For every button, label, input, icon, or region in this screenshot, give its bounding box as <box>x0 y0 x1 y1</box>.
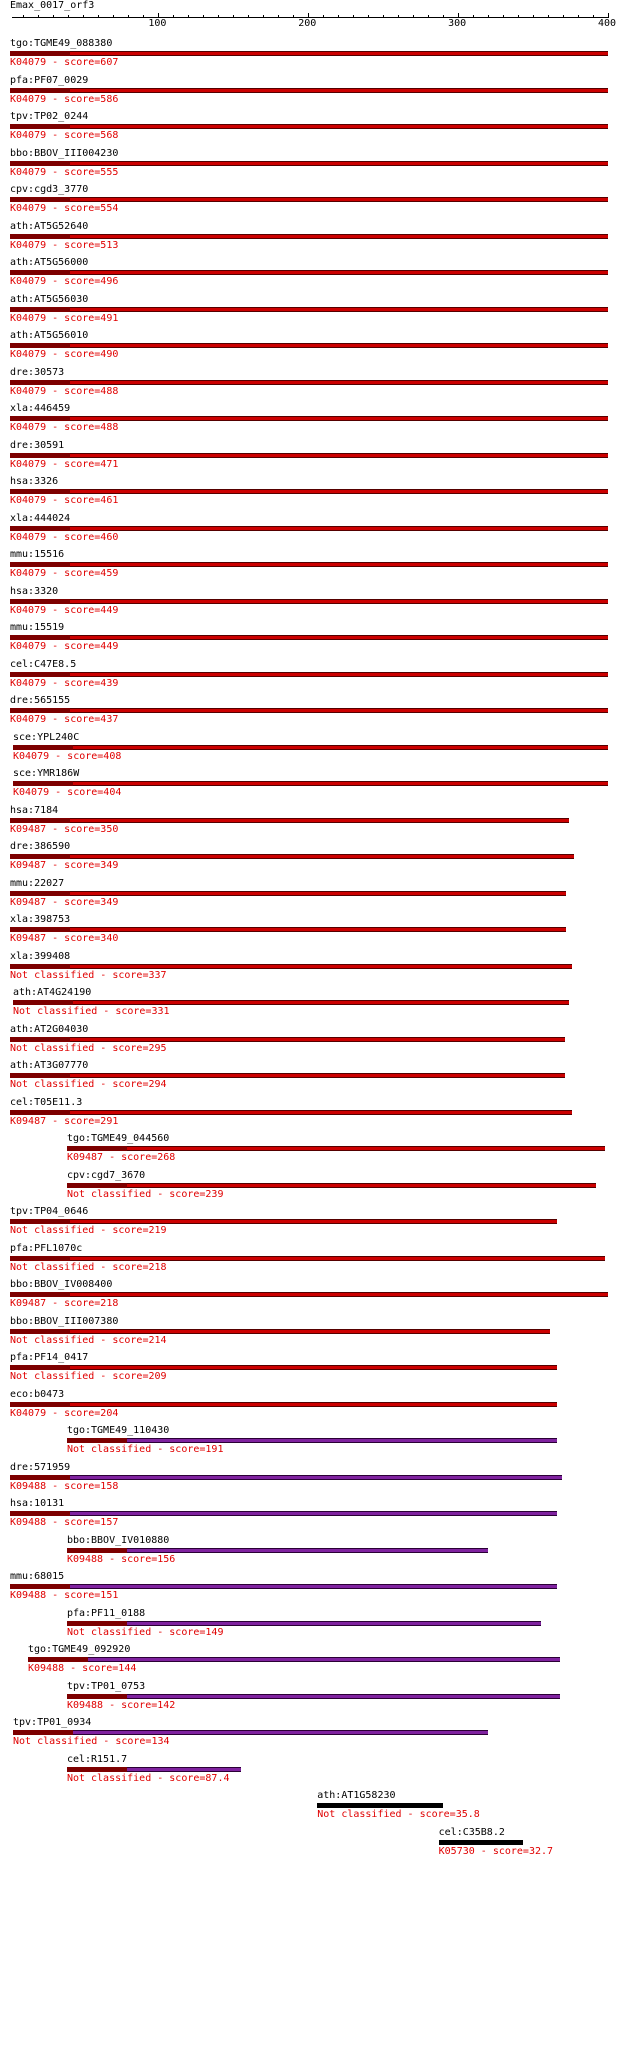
hit-name[interactable]: bbo:BBOV_IV008400 <box>10 1279 113 1290</box>
hit-name[interactable]: tpv:TP02_0244 <box>10 111 89 122</box>
axis-tick <box>473 15 474 18</box>
hit-alignment-bar[interactable] <box>28 1657 560 1662</box>
hit-leading-segment <box>67 1146 127 1151</box>
hit-alignment-bar[interactable] <box>10 927 566 932</box>
hit-name[interactable]: dre:30591 <box>10 439 65 451</box>
hit-leading-segment <box>10 818 70 823</box>
hit-alignment-bar[interactable] <box>13 1730 488 1735</box>
hit-alignment-bar[interactable] <box>67 1146 605 1151</box>
axis-tick <box>23 15 24 18</box>
hit-alignment-bar[interactable] <box>10 1037 565 1042</box>
hit-name[interactable]: mmu:22027 <box>10 877 65 889</box>
hit-leading-segment <box>10 416 70 421</box>
hit-leading-segment <box>10 1402 70 1407</box>
hit-name[interactable]: hsa:3326 <box>10 476 59 487</box>
hit-classification[interactable]: K04079 - score=404 <box>12 787 122 798</box>
hit-alignment-bar[interactable] <box>10 964 572 969</box>
axis-tick <box>413 15 414 18</box>
hit-name[interactable]: bbo:BBOV_IV010880 <box>66 1534 170 1546</box>
hit-classification[interactable]: K05730 - score=32.7 <box>438 1845 554 1857</box>
hit-alignment-bar[interactable] <box>317 1803 443 1808</box>
hit-leading-segment <box>67 1548 127 1553</box>
hit-classification[interactable]: K04079 - score=459 <box>10 568 119 579</box>
hit-leading-segment <box>13 1000 73 1005</box>
hit-leading-segment <box>10 489 70 494</box>
hit-classification[interactable]: K09487 - score=349 <box>10 860 119 871</box>
hit-classification[interactable]: K04079 - score=568 <box>10 130 119 141</box>
hit-classification[interactable]: Not classified - score=219 <box>10 1225 167 1236</box>
axis-tick-label: 200 <box>298 18 317 29</box>
hit-alignment-bar[interactable] <box>10 380 608 385</box>
hit-name[interactable]: ath:AT1G58230 <box>317 1790 396 1801</box>
hit-alignment-bar[interactable] <box>13 781 608 786</box>
hit-classification[interactable]: K04079 - score=555 <box>10 166 119 178</box>
hit-name[interactable]: tgo:TGME49_088380 <box>10 38 113 49</box>
hit-classification[interactable]: K04079 - score=439 <box>10 677 119 689</box>
hit-name[interactable]: bbo:BBOV_III007380 <box>10 1315 119 1327</box>
hit-name[interactable]: cel:C35B8.2 <box>438 1826 505 1838</box>
hit-classification[interactable]: Not classified - score=134 <box>12 1736 170 1747</box>
axis-tick <box>203 15 204 18</box>
axis-tick <box>533 15 534 18</box>
hit-alignment-bar[interactable] <box>10 307 608 312</box>
hit-alignment-bar[interactable] <box>10 599 608 604</box>
hit-alignment-bar[interactable] <box>10 635 608 640</box>
hit-leading-segment <box>10 1073 70 1078</box>
hit-alignment-bar[interactable] <box>10 1329 550 1334</box>
hit-leading-segment <box>10 343 70 348</box>
hit-leading-segment <box>13 1730 73 1735</box>
hit-classification[interactable]: K04079 - score=437 <box>10 714 119 725</box>
axis-tick <box>188 15 189 18</box>
hit-name[interactable]: ath:AT3G07770 <box>10 1060 89 1071</box>
hit-leading-segment <box>10 1329 70 1334</box>
hit-leading-segment <box>10 854 70 859</box>
hit-name[interactable]: hsa:7184 <box>10 804 59 816</box>
hit-name[interactable]: pfa:PF14_0417 <box>10 1352 89 1363</box>
hit-leading-segment <box>10 562 70 567</box>
hit-alignment-bar[interactable] <box>67 1694 560 1699</box>
hit-classification[interactable]: K09487 - score=350 <box>10 823 119 835</box>
hit-name[interactable]: bbo:BBOV_III004230 <box>10 147 119 159</box>
hit-name[interactable]: tgo:TGME49_092920 <box>27 1644 131 1655</box>
hit-classification[interactable]: Not classified - score=149 <box>66 1626 224 1638</box>
hit-name[interactable]: pfa:PFL1070c <box>10 1242 83 1254</box>
hit-alignment-bar[interactable] <box>10 1219 557 1224</box>
hit-leading-segment <box>67 1767 127 1772</box>
hit-leading-segment <box>10 234 70 239</box>
hit-alignment-bar[interactable] <box>13 745 608 750</box>
hit-classification[interactable]: Not classified - score=294 <box>10 1079 167 1090</box>
hit-alignment-bar[interactable] <box>10 708 608 713</box>
hit-classification[interactable]: K09487 - score=218 <box>10 1298 119 1309</box>
hit-name[interactable]: ath:AT4G24190 <box>12 987 92 998</box>
hit-leading-segment <box>10 964 70 969</box>
hit-name[interactable]: xla:446459 <box>10 403 71 414</box>
hit-leading-segment <box>10 1292 70 1297</box>
hit-classification[interactable]: K09488 - score=142 <box>66 1699 176 1711</box>
hit-classification[interactable]: K04079 - score=496 <box>10 276 119 287</box>
query-title: Emax_0017_orf3 <box>10 0 95 11</box>
hit-name[interactable]: cpv:cgd7_3670 <box>66 1169 146 1181</box>
axis-tick <box>233 15 234 18</box>
hit-classification[interactable]: K04079 - score=554 <box>10 203 119 214</box>
hit-name[interactable]: mmu:68015 <box>10 1571 65 1582</box>
hit-alignment-bar[interactable] <box>10 1365 557 1370</box>
hit-classification[interactable]: K09487 - score=268 <box>66 1152 176 1163</box>
hit-name[interactable]: hsa:10131 <box>10 1498 65 1509</box>
hit-classification[interactable]: Not classified - score=239 <box>66 1188 224 1200</box>
axis-tick-label: 300 <box>448 18 467 29</box>
hit-alignment-bar[interactable] <box>10 526 608 531</box>
hit-classification[interactable]: K09488 - score=156 <box>66 1553 176 1565</box>
hit-alignment-bar[interactable] <box>10 416 608 421</box>
hit-alignment-bar[interactable] <box>13 1000 569 1005</box>
hit-leading-segment <box>13 781 73 786</box>
hit-alignment-bar[interactable] <box>10 1292 608 1297</box>
hit-leading-segment <box>10 197 70 202</box>
hit-alignment-bar[interactable] <box>10 1475 562 1480</box>
axis-tick <box>563 15 564 18</box>
axis-tick <box>143 15 144 18</box>
hit-name[interactable]: tgo:TGME49_044560 <box>66 1133 170 1144</box>
hit-classification[interactable]: K04079 - score=460 <box>10 531 119 543</box>
hit-name[interactable]: tgo:TGME49_110430 <box>66 1425 170 1436</box>
axis-tick <box>278 15 279 18</box>
hit-leading-segment <box>10 708 70 713</box>
hit-alignment-bar[interactable] <box>10 343 608 348</box>
hit-name[interactable]: dre:30573 <box>10 366 65 378</box>
hit-alignment-bar[interactable] <box>10 562 608 567</box>
axis-tick <box>488 15 489 18</box>
axis-tick <box>128 15 129 18</box>
axis-tick <box>323 15 324 18</box>
axis-tick <box>518 15 519 18</box>
hit-classification[interactable]: Not classified - score=209 <box>10 1371 167 1382</box>
axis-tick <box>218 15 219 18</box>
hit-name[interactable]: tpv:TP04_0646 <box>10 1206 89 1217</box>
hit-alignment-bar[interactable] <box>10 854 574 859</box>
hit-leading-segment <box>10 1110 70 1115</box>
hit-name[interactable]: pfa:PF11_0188 <box>66 1607 146 1619</box>
hit-alignment-bar[interactable] <box>10 453 608 458</box>
axis-tick <box>53 15 54 18</box>
hit-alignment-bar[interactable] <box>10 270 608 275</box>
hit-name[interactable]: ath:AT2G04030 <box>10 1023 89 1035</box>
hit-classification[interactable]: K09488 - score=158 <box>10 1480 119 1492</box>
hit-leading-segment <box>67 1183 127 1188</box>
axis-tick <box>248 15 249 18</box>
hit-leading-segment <box>10 453 70 458</box>
hit-name[interactable]: cel:C47E8.5 <box>10 658 77 670</box>
hit-leading-segment <box>10 307 70 312</box>
hit-name[interactable]: cel:T05E11.3 <box>10 1096 83 1108</box>
axis-tick-label: 400 <box>598 18 617 29</box>
hit-classification[interactable]: K04079 - score=461 <box>10 495 119 506</box>
hit-name[interactable]: tpv:TP01_0934 <box>12 1717 92 1728</box>
hit-leading-segment <box>67 1621 127 1626</box>
axis-tick <box>503 15 504 18</box>
axis-tick <box>83 15 84 18</box>
hit-alignment-bar[interactable] <box>67 1183 596 1188</box>
hit-alignment-bar[interactable] <box>10 234 608 239</box>
hit-name[interactable]: dre:571959 <box>10 1461 71 1473</box>
hit-leading-segment <box>10 1511 70 1516</box>
hit-classification[interactable]: K09488 - score=151 <box>10 1590 119 1601</box>
hit-classification[interactable]: Not classified - score=87.4 <box>66 1772 230 1784</box>
axis-tick <box>293 15 294 18</box>
hit-classification[interactable]: K09487 - score=340 <box>10 933 119 944</box>
hit-classification[interactable]: K09487 - score=291 <box>10 1115 119 1127</box>
hit-name[interactable]: mmu:15519 <box>10 622 65 633</box>
hit-classification[interactable]: K04079 - score=408 <box>12 750 122 762</box>
axis-tick <box>383 15 384 18</box>
hit-classification[interactable]: K04079 - score=490 <box>10 349 119 360</box>
axis-tick <box>68 15 69 18</box>
hit-name[interactable]: xla:399408 <box>10 950 71 962</box>
hit-alignment-bar[interactable] <box>67 1621 541 1626</box>
hit-leading-segment <box>67 1438 127 1443</box>
axis-tick <box>98 15 99 18</box>
hit-leading-segment <box>10 270 70 275</box>
hit-classification[interactable]: K04079 - score=513 <box>10 239 119 251</box>
hit-alignment-bar[interactable] <box>10 51 608 56</box>
hit-alignment-bar[interactable] <box>439 1840 523 1845</box>
hit-name[interactable]: sce:YPL240C <box>12 731 80 743</box>
hit-classification[interactable]: K09487 - score=349 <box>10 896 119 908</box>
hit-classification[interactable]: Not classified - score=191 <box>66 1444 224 1455</box>
hit-alignment-bar[interactable] <box>10 161 608 166</box>
hit-name[interactable]: pfa:PF07_0029 <box>10 74 89 86</box>
hit-name[interactable]: mmu:15516 <box>10 549 65 560</box>
hit-classification[interactable]: K04079 - score=491 <box>10 312 119 324</box>
hit-alignment-bar[interactable] <box>10 1256 605 1261</box>
hit-name[interactable]: cel:R151.7 <box>66 1753 128 1765</box>
hit-classification[interactable]: Not classified - score=337 <box>10 969 167 981</box>
axis-tick-label: 100 <box>148 18 167 29</box>
hit-alignment-bar[interactable] <box>67 1438 557 1443</box>
axis-tick <box>368 15 369 18</box>
hit-alignment-bar[interactable] <box>10 818 569 823</box>
hit-alignment-bar[interactable] <box>10 197 608 202</box>
hit-alignment-bar[interactable] <box>10 1584 557 1589</box>
hit-name[interactable]: ath:AT5G56030 <box>10 293 89 305</box>
hit-leading-segment <box>10 1256 70 1261</box>
hit-classification[interactable]: K04079 - score=449 <box>10 641 119 652</box>
axis-tick <box>338 15 339 18</box>
hit-name[interactable]: ath:AT5G56000 <box>10 257 89 268</box>
hit-name[interactable]: eco:b0473 <box>10 1388 65 1400</box>
hit-leading-segment <box>10 1219 70 1224</box>
hit-leading-segment <box>10 599 70 604</box>
axis-tick <box>428 15 429 18</box>
hit-classification[interactable]: Not classified - score=35.8 <box>317 1809 480 1820</box>
axis-tick <box>593 15 594 18</box>
hit-alignment-bar[interactable] <box>10 489 608 494</box>
hit-name[interactable]: ath:AT5G56010 <box>10 330 89 341</box>
hit-name[interactable]: sce:YMR186W <box>12 768 80 779</box>
hit-leading-segment <box>13 745 73 750</box>
hit-leading-segment <box>10 1584 70 1589</box>
hit-classification[interactable]: K04079 - score=449 <box>10 604 119 616</box>
hit-name[interactable]: xla:444024 <box>10 512 71 524</box>
hit-leading-segment <box>10 927 70 932</box>
hit-name[interactable]: xla:398753 <box>10 914 71 925</box>
hit-leading-segment <box>28 1657 88 1662</box>
hit-name[interactable]: ath:AT5G52640 <box>10 220 89 232</box>
axis-tick <box>263 15 264 18</box>
hit-name[interactable]: dre:386590 <box>10 841 71 852</box>
hit-leading-segment <box>10 51 70 56</box>
axis-tick <box>578 15 579 18</box>
hit-leading-segment <box>10 891 70 896</box>
hit-alignment-bar[interactable] <box>10 1402 557 1407</box>
hit-classification[interactable]: K04079 - score=607 <box>10 57 119 68</box>
hit-classification[interactable]: Not classified - score=331 <box>12 1006 170 1017</box>
hit-name[interactable]: dre:565155 <box>10 695 71 706</box>
hit-alignment-bar[interactable] <box>10 672 608 677</box>
hit-alignment-bar[interactable] <box>10 891 566 896</box>
hit-alignment-bar[interactable] <box>67 1767 241 1772</box>
hit-leading-segment <box>10 161 70 166</box>
hit-classification[interactable]: K09488 - score=144 <box>27 1663 137 1674</box>
hit-alignment-bar[interactable] <box>10 1110 572 1115</box>
hit-alignment-bar[interactable] <box>10 124 608 129</box>
hit-leading-segment <box>10 672 70 677</box>
hit-leading-segment <box>10 1365 70 1370</box>
hit-classification[interactable]: Not classified - score=295 <box>10 1042 167 1054</box>
hit-leading-segment <box>10 1475 70 1480</box>
hit-leading-segment <box>10 635 70 640</box>
hit-alignment-bar[interactable] <box>10 1511 557 1516</box>
hit-name[interactable]: cpv:cgd3_3770 <box>10 184 89 195</box>
axis-tick <box>38 15 39 18</box>
hit-alignment-bar[interactable] <box>10 1073 565 1078</box>
hit-leading-segment <box>67 1694 127 1699</box>
hit-classification[interactable]: K04079 - score=488 <box>10 385 119 397</box>
axis-tick <box>398 15 399 18</box>
hit-classification[interactable]: Not classified - score=214 <box>10 1334 167 1346</box>
axis-tick <box>113 15 114 18</box>
hit-classification[interactable]: K04079 - score=488 <box>10 422 119 433</box>
hit-classification[interactable]: K04079 - score=586 <box>10 93 119 105</box>
hit-classification[interactable]: K04079 - score=204 <box>10 1407 119 1419</box>
hit-leading-segment <box>10 124 70 129</box>
hit-classification[interactable]: K09488 - score=157 <box>10 1517 119 1528</box>
hit-name[interactable]: hsa:3320 <box>10 585 59 597</box>
hit-classification[interactable]: Not classified - score=218 <box>10 1261 167 1273</box>
hit-name[interactable]: tpv:TP01_0753 <box>66 1680 146 1692</box>
hit-leading-segment <box>10 1037 70 1042</box>
hit-alignment-bar[interactable] <box>67 1548 488 1553</box>
axis-tick <box>443 15 444 18</box>
hit-leading-segment <box>10 526 70 531</box>
axis-tick <box>173 15 174 18</box>
hit-leading-segment <box>10 88 70 93</box>
hit-classification[interactable]: K04079 - score=471 <box>10 458 119 470</box>
hit-alignment-bar[interactable] <box>10 88 608 93</box>
hit-leading-segment <box>10 380 70 385</box>
axis-tick <box>548 15 549 18</box>
axis-tick <box>353 15 354 18</box>
